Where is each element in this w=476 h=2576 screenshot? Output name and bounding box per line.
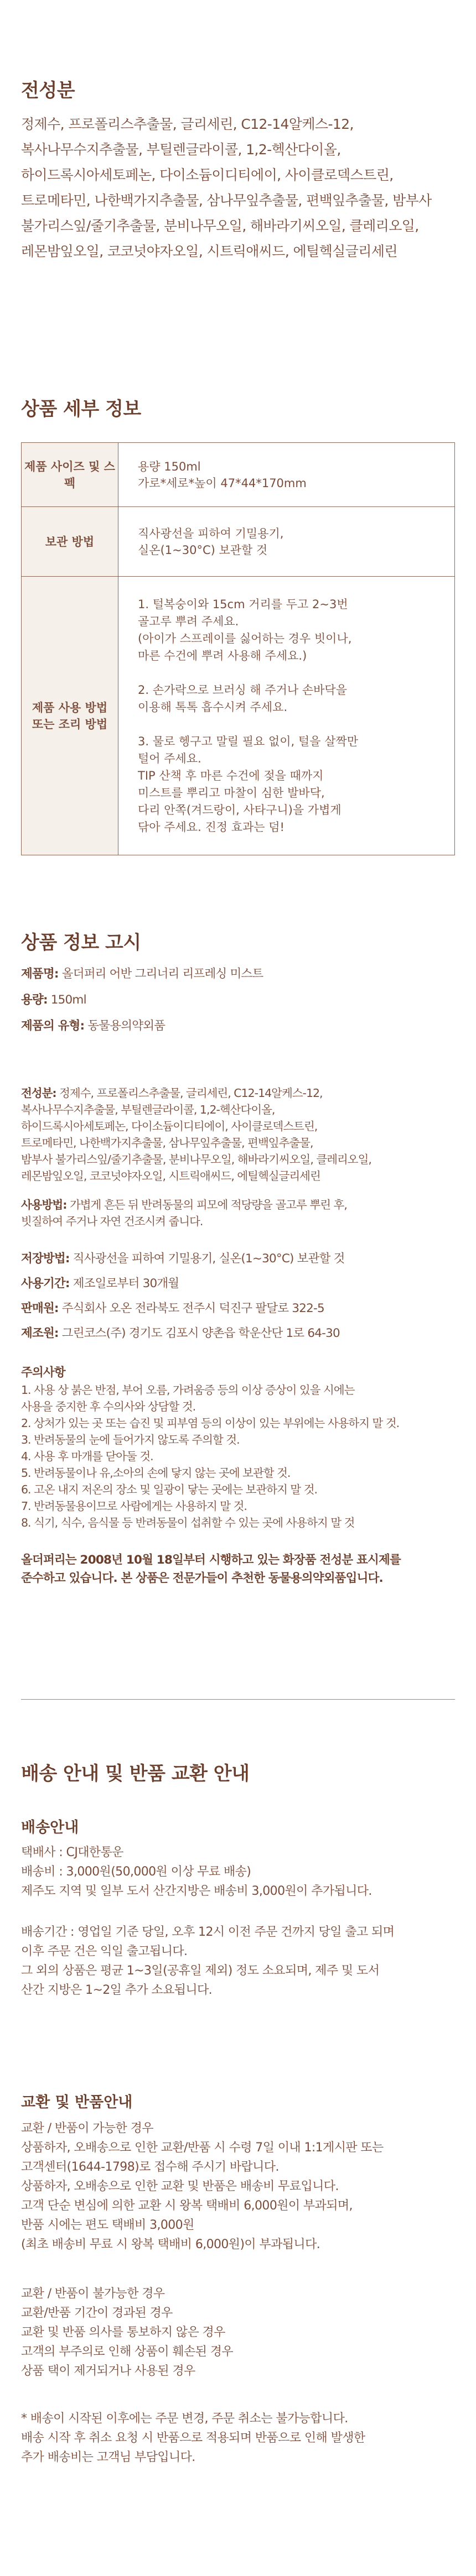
- notice-period-label: 사용기간:: [21, 1277, 70, 1290]
- spec-size-value: [118, 443, 455, 507]
- ingredients-line: 하이드록시아세토페논, 다이소듐이디티에이, 사이클로덱스트린,: [21, 167, 394, 183]
- notice-caution-item: 7. 반려동물용이므로 사람에게는 사용하지 말 것.: [21, 1499, 247, 1513]
- spec-usage-line: 골고루 뿌려 주세요.: [138, 614, 239, 628]
- returns-impossible-line: 고객의 부주의로 인해 상품이 훼손된 경우: [21, 2345, 234, 2359]
- spec-usage-line: 다리 안쪽(겨드랑이, 사타구니)을 가볍게: [138, 803, 342, 817]
- returns-impossible-line: 상품 택이 제거되거나 사용된 경우: [21, 2364, 195, 2378]
- spec-row-storage: [22, 507, 455, 577]
- spec-usage-label: [22, 577, 118, 855]
- notice-seller-value: 주식회사 오온 전라북도 전주시 덕진구 팔달로 322-5: [58, 1302, 324, 1315]
- notice-volume-label: 용량:: [21, 993, 48, 1007]
- returns-possible-line: 상품하자, 오배송으로 인한 교환 및 반품은 배송비 무료입니다.: [21, 2180, 339, 2193]
- notice-body: [21, 965, 458, 1035]
- returns-possible-line: (최초 배송비 무료 시 왕복 택배비 6,000원)이 부과됩니다.: [21, 2238, 320, 2251]
- notice-usage: [21, 1196, 458, 1230]
- notice-product-name-value: 올더퍼리 어반 그리너리 리프레싱 미스트: [58, 967, 263, 981]
- shipping-period: [21, 1922, 394, 2000]
- returns-note-line: 추가 배송비는 고객님 부담입니다.: [21, 2450, 195, 2464]
- spec-table: [21, 442, 455, 855]
- returns-impossible-line: 교환/반품 기간이 경과된 경우: [21, 2306, 173, 2320]
- shipping-period-line: 배송기간 : 영업일 기준 당일, 오후 12시 이전 주문 건까지 당일 출고 되며: [21, 1925, 395, 1939]
- notice-maker: [21, 1324, 458, 1342]
- notice-ingredients-line: 하이드록시아세토페논, 다이소듐이디티에이, 사이클로덱스트린,: [21, 1120, 318, 1133]
- shipping-line: 택배사 : CJ대한통운: [21, 1846, 123, 1859]
- notice-ingredients-label: 전성분:: [21, 1086, 56, 1100]
- returns-impossible: [21, 2284, 233, 2381]
- returns-impossible-line: 교환 및 반품 의사를 통보하지 않은 경우: [21, 2326, 225, 2339]
- spec-title: 상품 세부 정보: [21, 398, 141, 420]
- returns-subtitle: 교환 및 반품안내: [21, 2094, 133, 2111]
- notice-caution-item: 사용을 중지한 후 수의사와 상담할 것.: [21, 1400, 196, 1413]
- spec-usage-line: 2. 손가락으로 브러싱 해 주거나 손바닥을: [138, 683, 347, 697]
- notice-volume-value: 150ml: [47, 993, 86, 1007]
- notice-ingredients-line: 밤부사 불가리스잎/줄기추출물, 분비나무오일, 해바라기씨오일, 클레리오일,: [21, 1153, 371, 1166]
- spec-usage-line: TIP 산책 후 마른 수건에 젖을 때까지: [138, 769, 324, 782]
- notice-seller-label: 판매원:: [21, 1302, 59, 1315]
- returns-note: [21, 2409, 365, 2467]
- returns-impossible-line: 교환 / 반품이 불가능한 경우: [21, 2287, 165, 2301]
- notice-product-name-label: 제품명:: [21, 967, 59, 981]
- returns-note-line: 배송 시작 후 취소 요청 시 반품으로 적용되며 반품으로 인해 발생한: [21, 2431, 365, 2445]
- spec-storage-label: 보관 방법: [22, 507, 118, 577]
- notice-caution-item: 3. 반려동물의 눈에 들어가지 않도록 주의할 것.: [21, 1433, 240, 1446]
- notice-title: 상품 정보 고시: [21, 932, 141, 954]
- ingredients-title: 전성분: [21, 80, 75, 102]
- notice-type-value: 동물용의약외품: [84, 1019, 165, 1033]
- notice-ingredients: [21, 1085, 458, 1184]
- notice-maker-label: 제조원:: [21, 1326, 59, 1340]
- returns-possible-line: 반품 시에는 편도 택배비 3,000원: [21, 2218, 194, 2232]
- spec-usage-line: 닦아 주세요. 진정 효과는 덤!: [138, 820, 284, 834]
- notice-cautions: [21, 1363, 458, 1531]
- notice-usage-line: 빗질하여 주거나 자연 건조시켜 줍니다.: [21, 1215, 203, 1228]
- returns-possible: [21, 2119, 384, 2254]
- returns-possible-line: 고객센터(1644-1798)로 접수해 주시기 바랍니다.: [21, 2160, 279, 2174]
- spec-usage-value: [118, 577, 455, 855]
- notice-ingredients-text: 정제수, 프로폴리스추출물, 글리세린, C12-14알케스-12,: [56, 1086, 323, 1100]
- notice-caution-item: 8. 식기, 식수, 음식물 등 반려동물이 섭취할 수 있는 곳에 사용하지 말 것: [21, 1516, 355, 1529]
- spec-size-line: 용량 150ml: [138, 459, 201, 473]
- shipping-period-line: 이후 주문 건은 익일 출고됩니다.: [21, 1945, 188, 1958]
- notice-ingredients-line: 트로메타민, 나한백가지추출물, 삼나무잎추출물, 편백잎추출물,: [21, 1136, 313, 1149]
- spec-usage-line: 미스트를 뿌리고 마찰이 심한 발바닥,: [138, 786, 325, 800]
- notice-info: [21, 1250, 458, 1342]
- notice-caution-item: 4. 사용 후 마개를 닫아둘 것.: [21, 1450, 153, 1463]
- section-divider: [21, 1699, 455, 1700]
- notice-caution-item: 1. 사용 상 붉은 반점, 부어 오름, 가려움증 등의 이상 증상이 있을 시에는: [21, 1383, 355, 1397]
- shipping-line: 제주도 지역 및 일부 도서 산간지방은 배송비 3,000원이 추가됩니다.: [21, 1884, 372, 1898]
- notice-ingredients-line: 레몬밤잎오일, 코코넛야자오일, 시트릭애씨드, 에틸헥실글리세린: [21, 1169, 320, 1183]
- notice-caution-item: 2. 상처가 있는 곳 또는 습진 및 피부염 등의 이상이 있는 부위에는 사용하지 말 것.: [21, 1417, 400, 1430]
- notice-ingredients-line: [21, 1085, 458, 1101]
- spec-usage-label-line: 제품 사용 방법: [32, 701, 108, 714]
- ingredients-line: 불가리스잎/줄기추출물, 분비나무오일, 해바라기씨오일, 클레리오일,: [21, 218, 419, 234]
- spec-storage-line: 직사광선을 피하여 기밀용기,: [138, 526, 284, 540]
- ingredients-list: [21, 112, 432, 264]
- notice-compliance-line: 준수하고 있습니다. 본 상품은 전문가들이 추천한 동물용의약외품입니다.: [21, 1571, 383, 1585]
- spec-row-size: [22, 443, 455, 507]
- shipping-title: 배송 안내 및 반품 교환 안내: [21, 1763, 250, 1785]
- returns-possible-line: 고객 단순 변심에 의한 교환 시 왕복 택배비 6,000원이 부과되며,: [21, 2199, 353, 2213]
- ingredients-line: 복사나무수지추출물, 부틸렌글라이콜, 1,2-헥산다이올,: [21, 142, 341, 158]
- notice-storage: [21, 1250, 458, 1268]
- spec-size-line: 가로*세로*높이 47*44*170mm: [138, 476, 307, 490]
- notice-storage-value: 직사광선을 피하여 기밀용기, 실온(1~30°C) 보관할 것: [69, 1252, 345, 1266]
- shipping-line: 배송비 : 3,000원(50,000원 이상 무료 배송): [21, 1865, 251, 1879]
- spec-usage-line: 털어 주세요.: [138, 751, 201, 765]
- notice-caution-title: 주의사항: [21, 1366, 65, 1380]
- shipping-period-line: 산간 지방은 1~2일 추가 소요됩니다.: [21, 1983, 213, 1997]
- notice-usage-text: 가볍게 흔든 뒤 반려동물의 피모에 적당량을 골고루 뿌린 후,: [66, 1198, 347, 1211]
- notice-compliance: [21, 1551, 458, 1587]
- spec-usage-label-line: 또는 조리 방법: [32, 717, 108, 731]
- spec-usage-line: 이용해 톡톡 흡수시켜 주세요.: [138, 700, 288, 714]
- ingredients-line: 레몬밤잎오일, 코코넛야자오일, 시트릭애씨드, 에틸헥실글리세린: [21, 243, 397, 259]
- notice-period-value: 제조일로부터 30개월: [69, 1277, 179, 1290]
- notice-usage-label: 사용방법:: [21, 1198, 67, 1211]
- ingredients-line: 정제수, 프로폴리스추출물, 글리세린, C12-14알케스-12,: [21, 116, 354, 132]
- spec-row-usage: [22, 577, 455, 855]
- notice-period: [21, 1274, 458, 1293]
- spec-storage-line: 실온(1~30°C) 보관할 것: [138, 543, 268, 557]
- notice-usage-line: [21, 1196, 458, 1213]
- spec-usage-line: 3. 물로 헹구고 말릴 필요 없이, 털을 살짝만: [138, 734, 359, 748]
- notice-ingredients-line: 복사나무수지추출물, 부틸렌글라이콜, 1,2-헥산다이올,: [21, 1103, 275, 1116]
- notice-storage-label: 저장방법:: [21, 1252, 70, 1266]
- ingredients-line: 트로메타민, 나한백가지추출물, 삼나무잎추출물, 편백잎추출물, 밤부사: [21, 192, 432, 208]
- spec-storage-value: [118, 507, 455, 577]
- notice-type-label: 제품의 유형:: [21, 1019, 85, 1033]
- shipping-subtitle: 배송안내: [21, 1819, 79, 1836]
- notice-volume: [21, 991, 458, 1009]
- notice-caution-item: 6. 고온 내지 저온의 장소 및 일광이 닿는 곳에는 보관하지 말 것.: [21, 1483, 318, 1496]
- notice-type: [21, 1017, 458, 1035]
- notice-maker-value: 그린코스(주) 경기도 김포시 양촌읍 학운산단 1로 64-30: [58, 1326, 340, 1340]
- notice-caution-item: 5. 반려동물이나 유,소아의 손에 닿지 않는 곳에 보관할 것.: [21, 1466, 291, 1480]
- spec-size-label: 제품 사이즈 및 스펙: [22, 443, 118, 507]
- returns-possible-line: 상품하자, 오배송으로 인한 교환/반품 시 수령 7일 이내 1:1게시판 또는: [21, 2141, 384, 2155]
- spec-usage-line: 1. 털복숭이와 15cm 거리를 두고 2~3번: [138, 597, 348, 611]
- returns-possible-line: 교환 / 반품이 가능한 경우: [21, 2122, 153, 2135]
- notice-seller: [21, 1299, 458, 1318]
- notice-caution-title-row: [21, 1363, 458, 1382]
- spec-usage-spacer: [138, 665, 454, 682]
- shipping-info: [21, 1843, 372, 1901]
- spec-usage-line: 마른 수건에 뿌려 사용해 주세요.): [138, 649, 307, 662]
- notice-product-name: [21, 965, 458, 983]
- shipping-period-line: 그 외의 상품은 평균 1~3일(공휴일 제외) 정도 소요되며, 제주 및 도서: [21, 1964, 380, 1978]
- returns-note-line: * 배송이 시작된 이후에는 주문 변경, 주문 취소는 불가능합니다.: [21, 2412, 348, 2426]
- spec-usage-line: (아이가 스프레이를 싫어하는 경우 빗이나,: [138, 631, 352, 645]
- notice-compliance-line: 올더퍼리는 2008년 10월 18일부터 시행하고 있는 화장품 전성분 표시제를: [21, 1553, 401, 1567]
- spec-usage-spacer: [138, 716, 454, 733]
